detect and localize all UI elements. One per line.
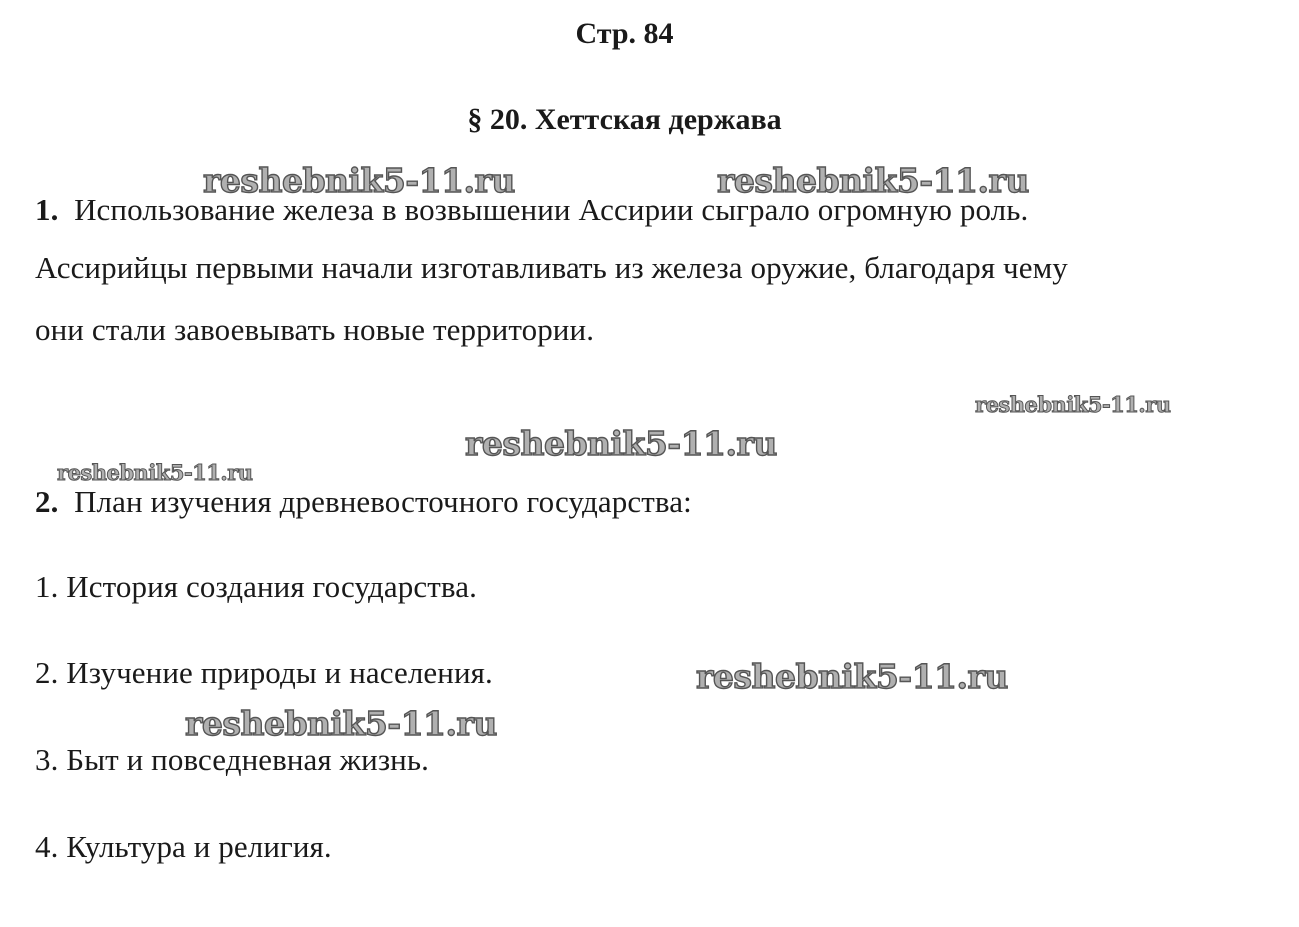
list-item: 3. Быт и повседневная жизнь. [35, 742, 429, 777]
watermark: reshebnik5-11.ru [203, 161, 515, 200]
watermark: reshebnik5-11.ru [696, 657, 1008, 696]
list-item: 1. История создания государства. [35, 569, 477, 604]
watermark: reshebnik5-11.ru [57, 460, 253, 485]
task1-line-2: Ассирийцы первыми начали изготавливать из железа оружие, благодаря чему [35, 250, 1068, 285]
list-item: 4. Культура и религия. [35, 829, 332, 864]
watermark: reshebnik5-11.ru [185, 704, 497, 743]
task1-number: 1. [35, 192, 59, 227]
task1-line-3: они стали завоевывать новые территории. [35, 312, 595, 347]
watermark: reshebnik5-11.ru [465, 424, 777, 463]
watermark: reshebnik5-11.ru [717, 161, 1029, 200]
task2-intro: План изучения древневосточного государства: [74, 484, 692, 519]
watermark: reshebnik5-11.ru [975, 392, 1171, 417]
section-title: § 20. Хеттская держава [467, 103, 782, 136]
task2-intro-line [35, 482, 692, 522]
task2-number: 2. [35, 484, 59, 519]
page-number: Стр. 84 [575, 17, 674, 50]
task1-text: Использование железа в возвышении Ассирии сыграло огромную роль. [74, 192, 1029, 227]
list-item: 2. Изучение природы и населения. [35, 655, 493, 690]
